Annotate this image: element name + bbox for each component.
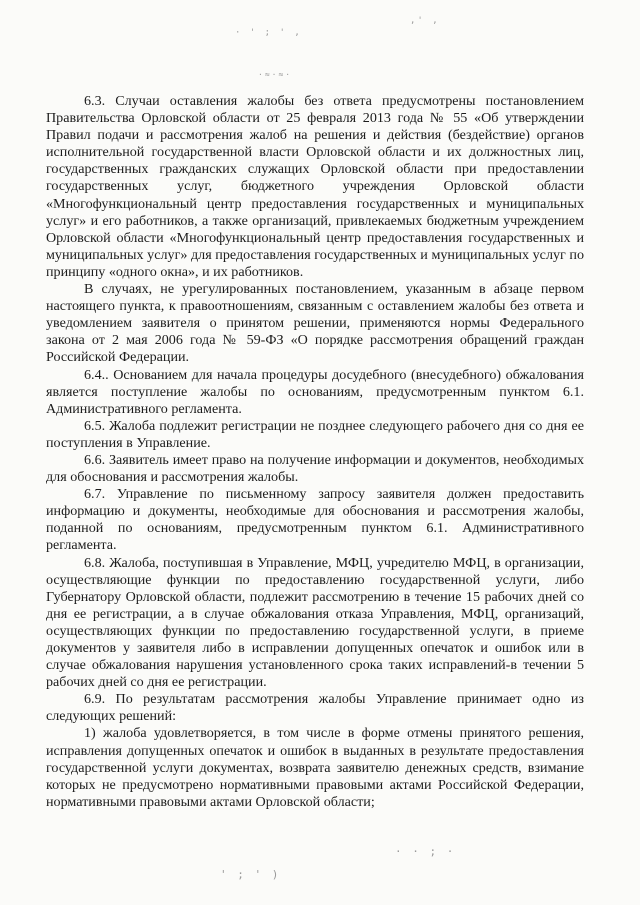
- scan-noise: ,' ,: [410, 16, 440, 26]
- paragraph-6-3-cont: В случаях, не урегулированных постановлением, указанным в абзаце первом настоящего пункта, к правоотношениям, связанным с оставлением жалобы без ответа и уведомлением заявителя о принятом решении, применяются нормы Федерального закона от 2 мая 2006 года № 59-ФЗ «О порядке рассмотрения обращений граждан Российской Федерации.: [46, 281, 584, 366]
- paragraph-6-7: 6.7. Управление по письменному запросу заявителя должен предоставить информацию и документы, необходимые для обоснования и рассмотрения жалобы, поданной по основаниям, предусмотренным пунктом 6.1. Административного регламента.: [46, 486, 584, 554]
- paragraph-6-8: 6.8. Жалоба, поступившая в Управление, МФЦ, учредителю МФЦ, в организации, осуществляющие функции по предоставлению государственной услуги, либо Губернатору Орловской области, подлежит рассмотрению в течение 15 рабочих дней со дня ее регистрации, а в случае обжалования отказа Управления, МФЦ, организаций, осуществляющих функции по предоставлению государственной услуги, в приеме документов у заявителя либо в исправлении допущенных опечаток и ошибок или в случае обжалования нарушения установленного срока таких исправлений-в течении 5 рабочих дней со дня ее регистрации.: [46, 554, 584, 691]
- paragraph-6-6: 6.6. Заявитель имеет право на получение информации и документов, необходимых для обоснования и рассмотрения жалобы.: [46, 451, 584, 486]
- scan-noise: · · ; ·: [395, 845, 456, 858]
- scan-noise: · ' ; ' ,: [235, 28, 302, 38]
- paragraph-6-5: 6.5. Жалоба подлежит регистрации не позднее следующего рабочего дня со дня ее поступления в Управление.: [46, 417, 584, 451]
- paragraph-6-4: 6.4.. Основанием для начала процедуры досудебного (внесудебного) обжалования является поступление жалобы по основаниям, предусмотренным пунктом 6.1. Административного регламента.: [46, 366, 584, 417]
- scan-noise: ·≈·≈·: [258, 70, 293, 79]
- paragraph-6-9-item-1: 1) жалоба удовлетворяется, в том числе в форме отмены принятого решения, исправления допущенных опечаток и ошибок в выданных в результате предоставления государственной услуги документах, возврата заявителю денежных средств, взимание которых не предусмотрено нормативными правовыми актами Российской Федерации, нормативными правовыми актами Орловской области;: [46, 725, 584, 810]
- paragraph-6-3: 6.3. Случаи оставления жалобы без ответа предусмотрены постановлением Правительства Орловской области от 25 февраля 2013 года № 55 «Об утверждении Правил подачи и рассмотрения жалоб на решения и действия (бездействие) органов исполнительной государственной власти Орловской области и их должностных лиц, государственных гражданских служащих Орловской области при предоставлении государственных услуг, бюджетного учреждения Орловской области «Многофункциональный центр предоставления государственных и муниципальных услуг» и его работников, а также организаций, привлекаемых бюджетным учреждением Орловской области «Многофункциональный центр предоставления государственных и муниципальных услуг» для предоставления государственных и муниципальных услуг по принципу «одного окна», и их работников.: [46, 93, 584, 280]
- scan-noise: ' ; ' ): [220, 868, 281, 881]
- paragraph-6-9: 6.9. По результатам рассмотрения жалобы Управление принимает одно из следующих решений:: [46, 691, 584, 725]
- document-page: [46, 93, 584, 811]
